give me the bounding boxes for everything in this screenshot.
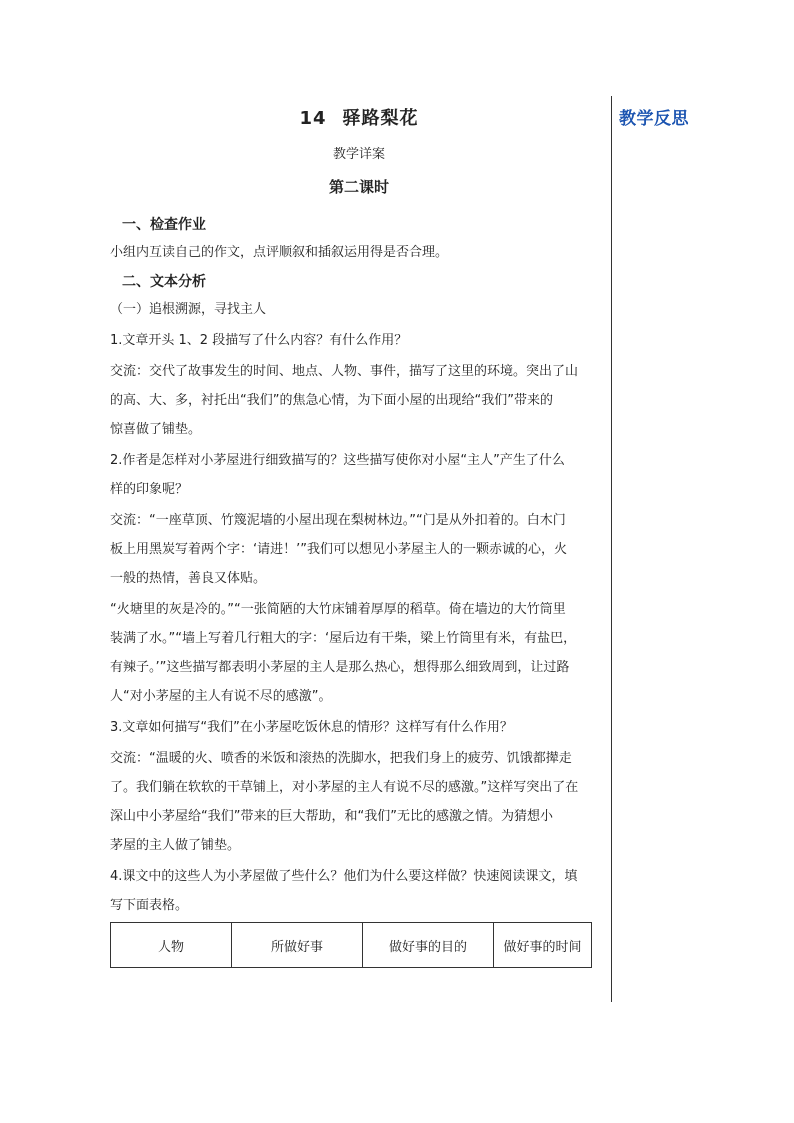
answer-line: 交流：交代了故事发生的时间、地点、人物、事件，描写了这里的环境。突出了山: [110, 364, 579, 379]
session-heading: 第二课时: [328, 178, 389, 196]
answer-line: 板上用黑炭写着两个字：‘请进！’”我们可以想见小茅屋主人的一颗赤诚的心，火: [110, 542, 568, 557]
question-2: [110, 446, 608, 504]
answer-line: 装满了水。”“墙上写着几行粗大的字：‘屋后边有干柴，梁上竹筒里有米，有盐巴，: [110, 631, 577, 646]
section-heading-homework: 一、检查作业: [122, 217, 206, 233]
answer-line: “火塘里的灰是冷的。”“一张简陋的大竹床铺着厚厚的稻草。倚在墙边的大竹筒里: [110, 602, 566, 617]
answer-2-continued: [110, 595, 608, 711]
lesson-number: 14: [299, 108, 327, 129]
summary-table: [110, 922, 592, 968]
column-header-time: 做好事的时间: [494, 923, 592, 968]
answer-2: [110, 506, 608, 593]
section-heading-analysis: 二、文本分析: [122, 274, 206, 290]
plan-subtitle: 教学详案: [332, 147, 385, 162]
answer-line: 惊喜做了铺垫。: [110, 422, 202, 437]
question-3: 3.文章如何描写“我们”在小茅屋吃饭休息的情形？这样写有什么作用？: [110, 720, 513, 735]
answer-line: 交流：“温暖的火、喷香的米饭和滚热的洗脚水，把我们身上的疲劳、饥饿都撵走: [110, 751, 572, 766]
question-line: 4.课文中的这些人为小茅屋做了些什么？他们为什么要这样做？快速阅读课文，填: [110, 869, 578, 884]
column-header-good-deed: 所做好事: [232, 923, 363, 968]
part-heading: （一）追根溯源，寻找主人: [110, 302, 267, 317]
table-header-row: [111, 923, 592, 968]
teaching-reflection-heading: 教学反思: [619, 109, 689, 129]
answer-line: 的高、大、多，衬托出“我们”的焦急心情，为下面小屋的出现给“我们”带来的: [110, 393, 553, 408]
question-line: 2.作者是怎样对小茅屋进行细致描写的？这些描写使你对小屋“主人”产生了什么: [110, 453, 565, 468]
answer-line: 了。我们躺在软软的干草铺上，对小茅屋的主人有说不尽的感激。”这样写突出了在: [110, 780, 579, 795]
answer-line: 人“对小茅屋的主人有说不尽的感激”。: [110, 689, 332, 704]
answer-line: 深山中小茅屋给“我们”带来的巨大帮助，和“我们”无比的感激之情。为猜想小: [110, 809, 553, 824]
reflection-column-divider: [611, 96, 612, 1002]
answer-line: 茅屋的主人做了铺垫。: [110, 838, 241, 853]
lesson-plan-body: [110, 96, 608, 968]
lesson-title: [110, 106, 608, 132]
question-1: 1.文章开头 1、2 段描写了什么内容？有什么作用？: [110, 333, 408, 348]
answer-1: [110, 357, 608, 444]
question-line: 样的印象呢？: [110, 482, 189, 497]
column-header-person: 人物: [111, 923, 232, 968]
homework-text: 小组内互读自己的作文，点评顺叙和插叙运用得是否合理。: [110, 245, 449, 260]
question-4: [110, 862, 608, 920]
lesson-title-text: 驿路梨花: [342, 108, 419, 129]
answer-line: 交流：“一座草顶、竹篾泥墙的小屋出现在梨树林边。”“门是从外扣着的。白木门: [110, 513, 566, 528]
answer-3: [110, 744, 608, 860]
question-line: 写下面表格。: [110, 898, 189, 913]
column-header-purpose: 做好事的目的: [363, 923, 494, 968]
answer-line: 一般的热情，善良又体贴。: [110, 571, 267, 586]
answer-line: 有辣子。’”这些描写都表明小茅屋的主人是那么热心，想得那么细致周到，让过路: [110, 660, 570, 675]
